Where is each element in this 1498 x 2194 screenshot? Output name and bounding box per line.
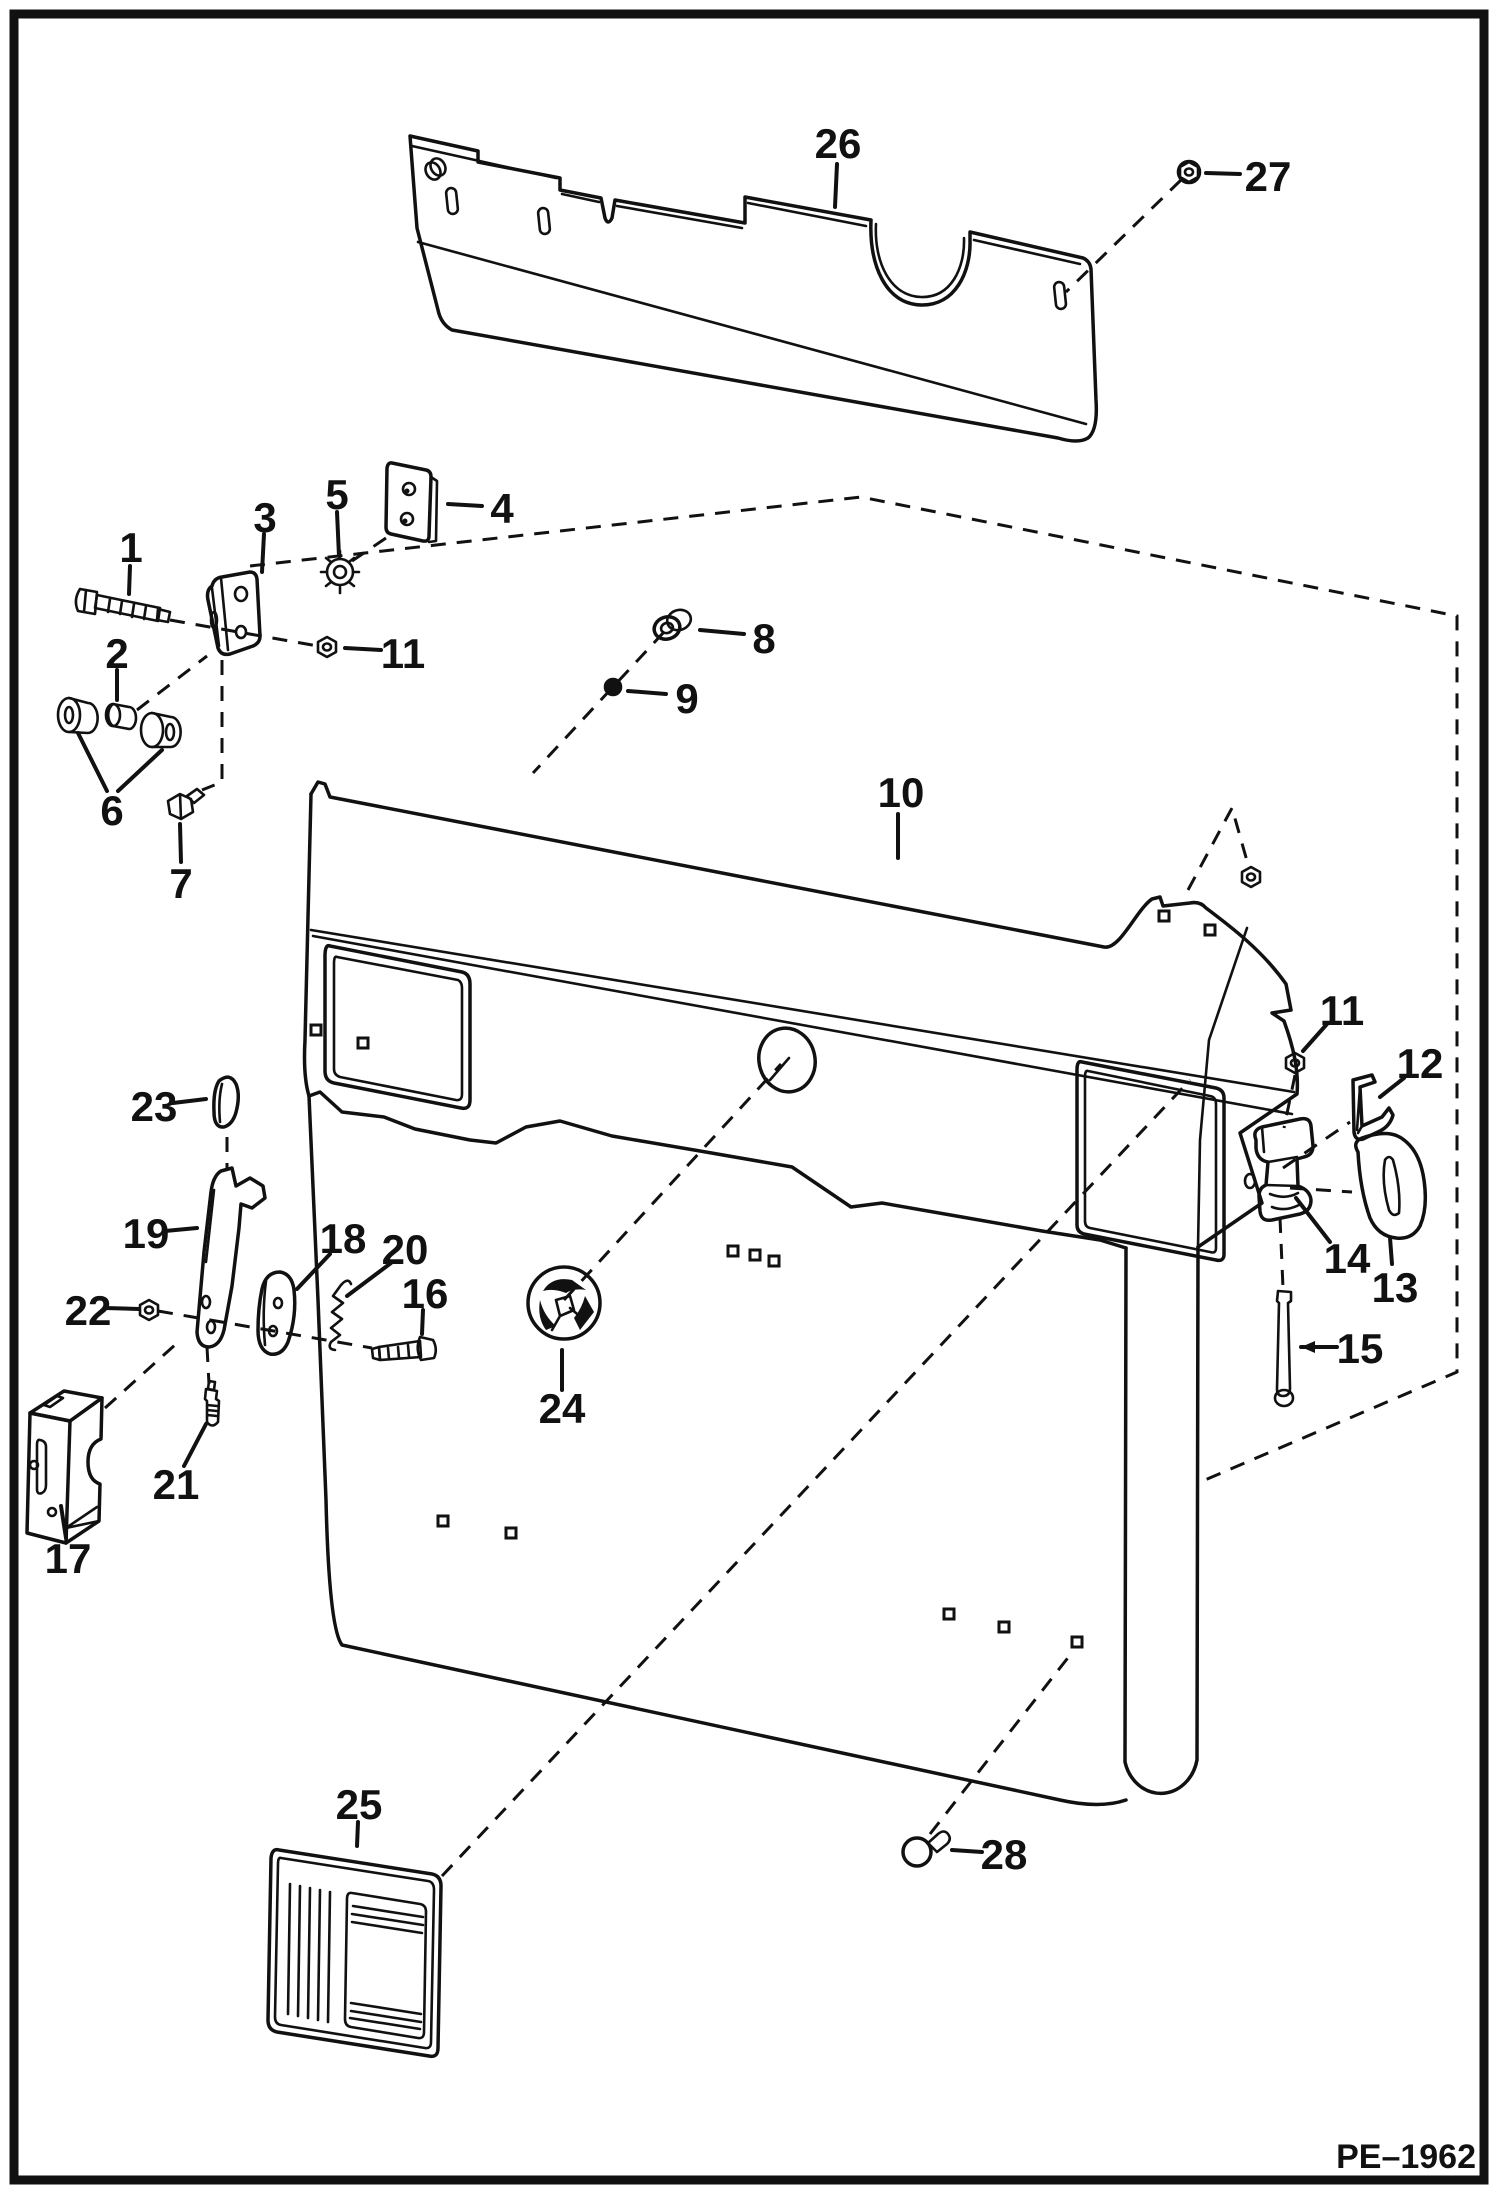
- part-28-fastener: [903, 1832, 950, 1867]
- callout-label-20: 20: [381, 1226, 429, 1273]
- part-21-plunger: [205, 1381, 219, 1426]
- leader-line: [835, 164, 837, 207]
- callout-label-28: 28: [980, 1831, 1028, 1878]
- callout-label-1: 1: [119, 524, 143, 571]
- callout-label-4: 4: [490, 485, 514, 532]
- part-25-decal: [268, 1850, 441, 2057]
- leader-line: [173, 1099, 206, 1103]
- callout-label-15: 15: [1336, 1325, 1384, 1372]
- callout-label-22: 22: [64, 1287, 112, 1334]
- leader-line: [628, 691, 666, 694]
- panel-hole: [358, 1038, 368, 1048]
- construction-line: [1283, 1122, 1350, 1168]
- construction-line: [930, 1650, 1074, 1834]
- construction-line: [250, 497, 1457, 1480]
- callout-label-21: 21: [152, 1461, 200, 1508]
- callout-label-23: 23: [130, 1083, 178, 1130]
- callout-label-14: 14: [1323, 1235, 1371, 1282]
- construction-line: [1066, 180, 1181, 292]
- callout-label-27: 27: [1244, 153, 1292, 200]
- construction-line: [105, 1344, 176, 1408]
- callout-label-26: 26: [814, 120, 862, 167]
- callout-label-18: 18: [319, 1215, 367, 1262]
- leader-line: [700, 630, 744, 634]
- part-19-lever: [197, 1168, 265, 1347]
- part-4-plate: [386, 463, 437, 542]
- construction-line: [202, 660, 222, 790]
- part-16-bolt: [372, 1337, 436, 1360]
- leader-line: [1206, 173, 1240, 174]
- part-1-bolt: [76, 589, 170, 622]
- callout-label-2: 2: [105, 630, 129, 677]
- construction-line: [1290, 1188, 1352, 1192]
- callout-label-24: 24: [538, 1385, 586, 1432]
- part-26-top-panel: [410, 136, 1096, 441]
- callout-label-5: 5: [325, 471, 349, 518]
- part-22-nut: [140, 1300, 158, 1320]
- panel-hole: [1072, 1637, 1082, 1647]
- part-24-latch-knob: [528, 1267, 600, 1339]
- part-13-wedge: [1356, 1133, 1426, 1238]
- callout-label-12: 12: [1396, 1040, 1444, 1087]
- part-7-bolt: [168, 789, 204, 819]
- part-18-cam: [258, 1272, 295, 1354]
- part-11-nut-top-right: [1242, 867, 1260, 887]
- construction-line: [533, 632, 664, 773]
- leader-line: [61, 1506, 66, 1538]
- panel-hole: [750, 1250, 760, 1260]
- panel-hole: [728, 1246, 738, 1256]
- leader-line: [337, 512, 339, 556]
- callout-label-10: 10: [877, 769, 925, 816]
- leader-line: [952, 1850, 982, 1852]
- leader-line: [165, 1228, 197, 1231]
- callout-label-19: 19: [122, 1210, 170, 1257]
- callout-label-11: 11: [1319, 987, 1365, 1034]
- callout-label-7: 7: [169, 860, 193, 907]
- construction-line: [1280, 1218, 1283, 1288]
- callout-label-17: 17: [44, 1535, 92, 1582]
- panel-hole: [438, 1516, 448, 1526]
- part-23-knob: [214, 1077, 238, 1127]
- construction-line: [564, 1064, 781, 1300]
- callout-label-6: 6: [100, 787, 124, 834]
- callout-label-25: 25: [335, 1781, 383, 1828]
- leader-line: [345, 648, 381, 650]
- part-2-spacer: [106, 704, 136, 729]
- construction-line: [137, 656, 207, 710]
- callout-label-11: 11: [380, 630, 426, 677]
- leader-line: [448, 504, 482, 506]
- part-11-nut-left: [318, 637, 336, 657]
- callout-label-3: 3: [253, 494, 277, 541]
- leader-arrowhead: [1301, 1341, 1315, 1353]
- leader-line: [78, 733, 107, 791]
- leader-line: [1390, 1238, 1392, 1264]
- panel-hole: [944, 1609, 954, 1619]
- panel-hole: [1159, 911, 1169, 921]
- part-10-main-panel: [305, 782, 1298, 1805]
- part-27-nut: [1178, 161, 1200, 183]
- construction-line: [207, 1347, 209, 1384]
- panel-hole: [769, 1256, 779, 1266]
- panel-hole: [999, 1622, 1009, 1632]
- construction-line: [170, 620, 318, 646]
- panel-hole: [1205, 925, 1215, 935]
- part-12-clip: [1353, 1075, 1393, 1139]
- callout-label-13: 13: [1371, 1264, 1419, 1311]
- part-3-bracket: [208, 572, 261, 654]
- part-20-spring: [330, 1281, 351, 1350]
- leader-line: [184, 1424, 206, 1466]
- callout-label-16: 16: [401, 1270, 449, 1317]
- figure-code: PE–1962: [1336, 2138, 1476, 2176]
- leader-line: [118, 750, 162, 791]
- construction-line: [352, 538, 386, 561]
- construction-line: [1188, 808, 1249, 890]
- callout-label-8: 8: [752, 615, 776, 662]
- panel-hole: [506, 1528, 516, 1538]
- callout-label-9: 9: [675, 675, 699, 722]
- leader-line: [180, 824, 181, 862]
- panel-hole: [311, 1025, 321, 1035]
- part-15-pin: [1275, 1291, 1293, 1406]
